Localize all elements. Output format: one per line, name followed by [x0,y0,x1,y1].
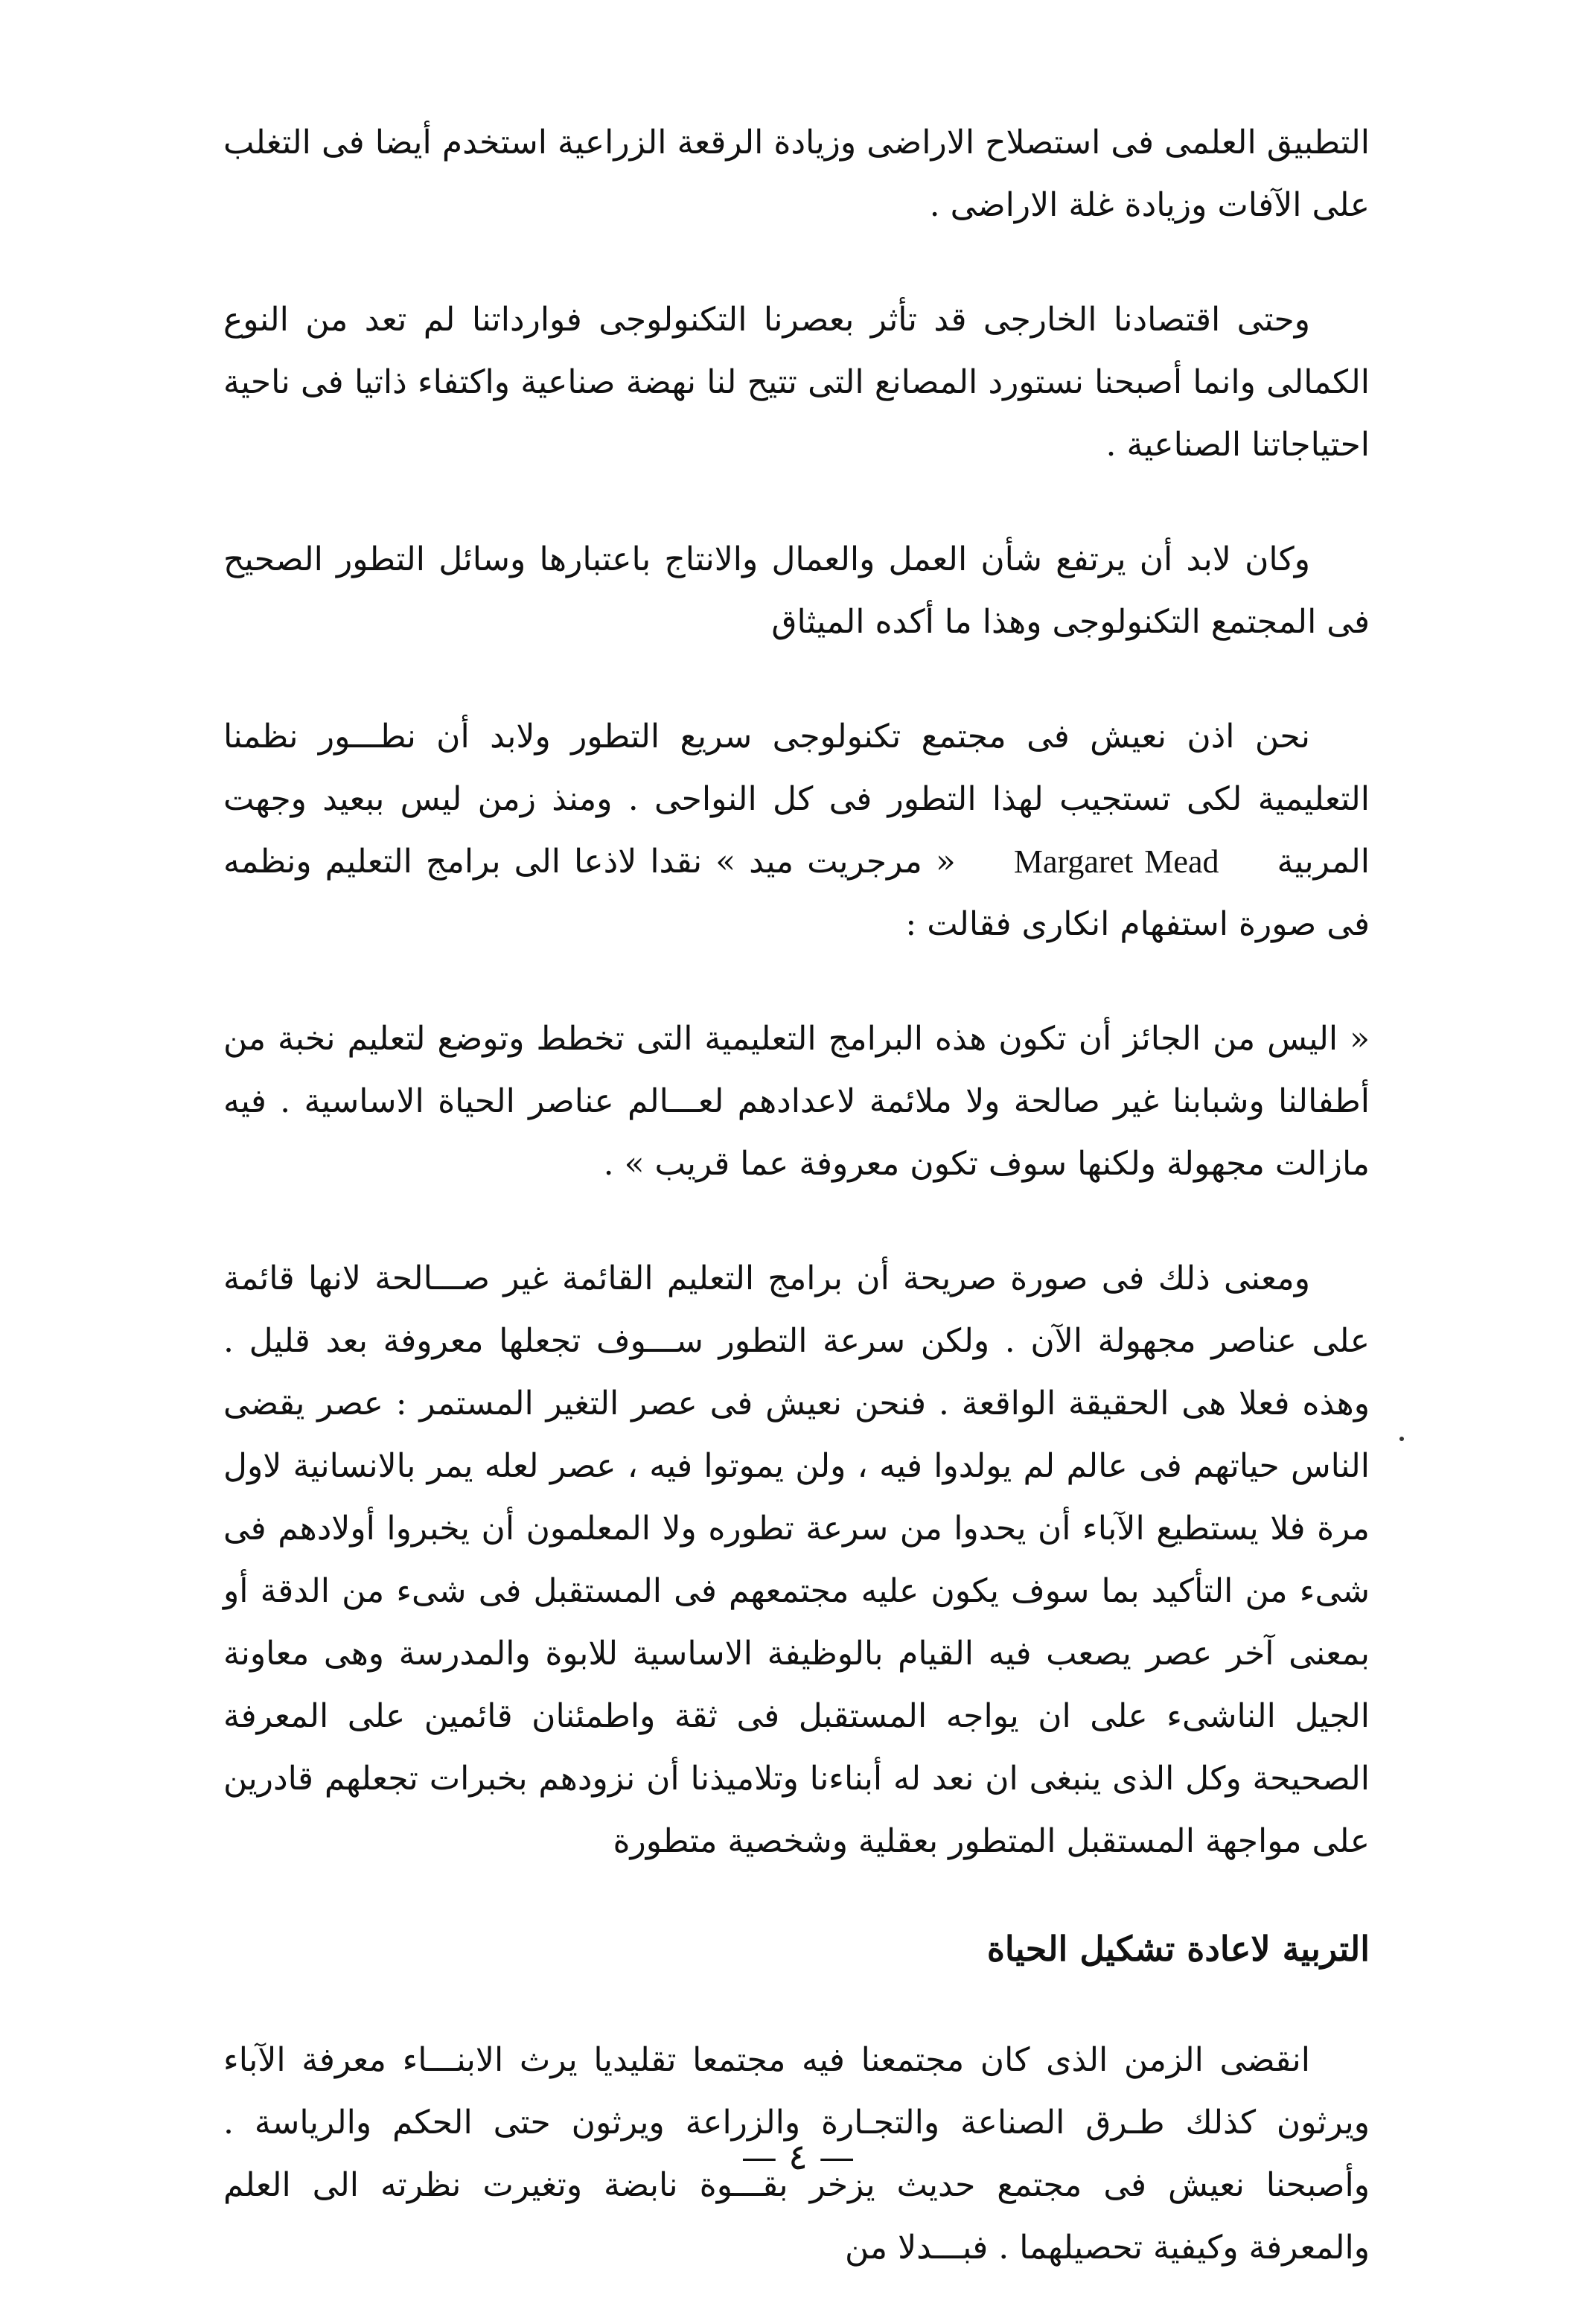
paragraph-7-text: انقضى الزمن الذى كان مجتمعنا فيه مجتمعا تقليديا يرث الابنـــاء معرفة الآباء ويرثون كذلك طـرق الصناعة والتجـارة والزراعة ويرثون حتى الحكم والرياسة . وأصبحنا نعيش فى مجتمع حديث يزخر بقـــوة نابضة وتغيرت نظرته الى العلم والمعرفة وكيفية تحصيلهما . فبـــدلا من [223,2041,1370,2267]
paragraph-2 [223,289,1370,476]
paragraph-3-text: وكان لابد أن يرتفع شأن العمل والعمال والانتاج باعتبارها وسائل التطور الصحيح فى المجتمع التكنولوجى وهذا ما أكده الميثاق [223,540,1370,641]
paragraph-4-text-after: « مرجريت ميد » نقدا لاذعا الى برامج التعليم ونظمه فى صورة استفهام انكارى فقالت : [223,843,1370,943]
scan-speck [1399,1437,1404,1441]
paragraph-5-text: « اليس من الجائز أن تكون هذه البرامج التعليمية التى تخطط وتوضع لتعليم نخبة من أطفالنا وشبابنا غير صالحة ولا ملائمة لاعدادهم لعـــالم عناصر الحياة الاساسية . فيه مازالت مجهولة ولكنها سوف تكون معروفة عما قريب » . [223,1020,1370,1183]
text-column [223,112,1370,2279]
paragraph-3 [223,528,1370,654]
paragraph-5-quote [223,1008,1370,1195]
paragraph-6-text: ومعنى ذلك فى صورة صريحة أن برامج التعليم القائمة غير صـــالحة لانها قائمة على عناصر مجهولة الآن . ولكن سرعة التطور ســـوف تجعلها معروفة بعد قليل . وهذه فعلا هى الحقيقة الواقعة . فنحن نعيش فى عصر التغير المستمر : عصر يقضى الناس حياتهم فى عالم لم يولدوا فيه ، ولن يموتوا فيه ، عصر لعله يمر بالانسانية لاول مرة فلا يستطيع الآباء أن يحدوا من سرعة تطوره ولا المعلمون أن يخبروا أولادهم فى شىء من التأكيد بما سوف يكون عليه مجتمعهم فى المستقبل فى شىء من الدقة أو بمعنى آخر عصر يصعب فيه القيام بالوظيفة الاساسية للابوة والمدرسة وهى معاونة الجيل الناشىء على ان يواجه المستقبل فى ثقة واطمئنان قائمين على المعرفة الصحيحة وكل الذى ينبغى ان نعد له أبناءنا وتلاميذنا أن نزودهم بخبرات تجعلهم قادرين على مواجهة المستقبل المتطور بعقلية وشخصية متطورة [223,1259,1370,1860]
paragraph-1-text: التطبيق العلمى فى استصلاح الاراضى وزيادة الرقعة الزراعية استخدم أيضا فى التغلب على الآفات وزيادة غلة الاراضى . [223,124,1370,224]
section-heading: التربية لاعادة تشكيل الحياة [986,1929,1370,1969]
paragraph-1 [223,112,1370,237]
paragraph-2-text: وحتى اقتصادنا الخارجى قد تأثر بعصرنا التكنولوجى فوارداتنا لم تعد من النوع الكمالى وانما أصبحنا نستورد المصانع التى تتيح لنا نهضة صناعية واكتفاء ذاتيا فى ناحية احتياجاتنا الصناعية . [223,301,1370,464]
paragraph-4-text-before: نحن اذن نعيش فى مجتمع تكنولوجى سريع التطور ولابد أن نطـــور نظمنا التعليمية لكى تستجيب لهذا التطور فى كل النواحى . ومنذ زمن ليس ببعيد وجهت المربية [223,718,1370,881]
paragraph-4-latin-name: Margaret Mead [1013,843,1219,880]
paragraph-4 [223,706,1370,956]
paragraph-6 [223,1248,1370,1873]
page-number: — ٤ — [741,2136,855,2178]
